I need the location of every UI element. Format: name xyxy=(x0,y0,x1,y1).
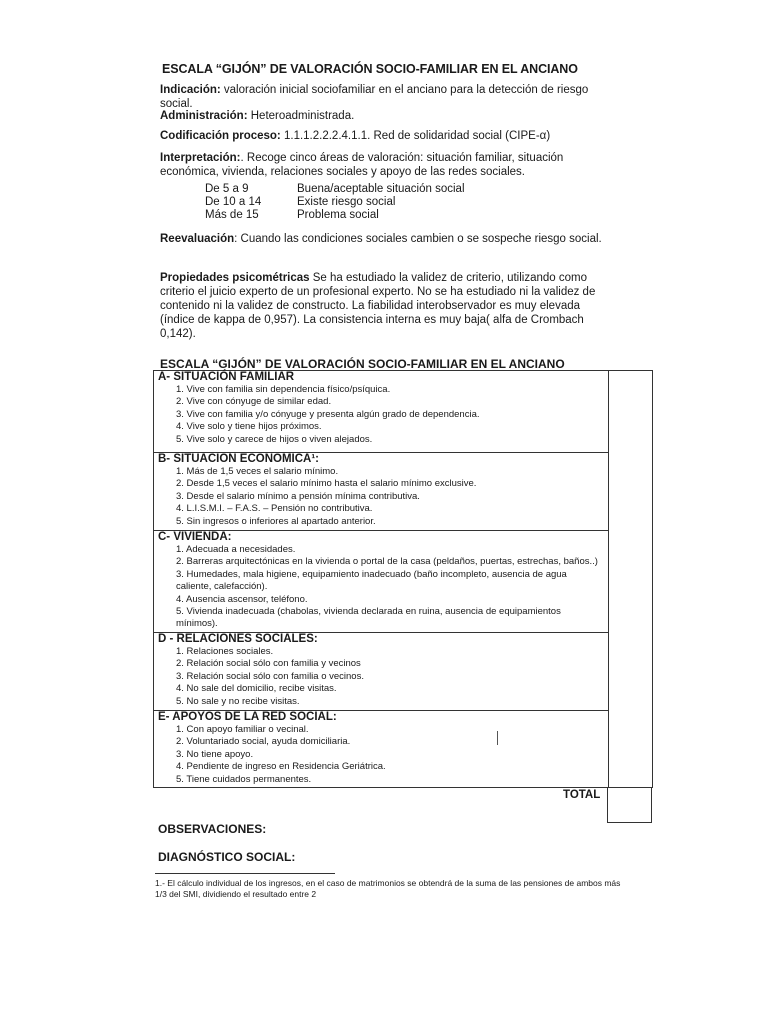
section-title: C- VIVIENDA: xyxy=(158,531,232,543)
codificacion-label: Codificación proceso: xyxy=(160,130,281,142)
list-item: 5. No sale y no recibe visitas. xyxy=(176,695,300,707)
section-apoyos-red-social xyxy=(154,710,608,786)
section-vivienda xyxy=(154,530,608,631)
list-item: 3. No tiene apoyo. xyxy=(176,748,254,760)
section-relaciones-sociales xyxy=(154,632,608,708)
section-situacion-familiar xyxy=(154,371,608,446)
scale-table xyxy=(153,370,653,788)
list-item: 4. Vive solo y tiene hijos próximos. xyxy=(176,421,322,433)
list-item: 2. Desde 1,5 veces el salario mínimo hasta el salario mínimo exclusive. xyxy=(176,478,477,490)
list-item: 5. Tiene cuidados permanentes. xyxy=(176,773,312,785)
codificacion-text: 1.1.1.2.2.2.4.1.1. Red de solidaridad social (CIPE-α) xyxy=(280,130,551,142)
list-item: 5. Vive solo y carece de hijos o viven alejados. xyxy=(176,433,373,445)
list-item: 1. Relaciones sociales. xyxy=(176,646,274,657)
interpretation-range-2: De 10 a 14 xyxy=(205,196,262,208)
interpretation-desc-2: Existe riesgo social xyxy=(297,196,396,208)
list-item: 5. Sin ingresos o inferiores al apartado anterior. xyxy=(176,515,376,527)
observaciones-label: OBSERVACIONES: xyxy=(158,822,267,836)
total-label: TOTAL xyxy=(563,789,601,801)
interpretation-range-3: Más de 15 xyxy=(205,209,259,221)
list-item: 3. Relación social sólo con familia o vecinos. xyxy=(176,670,364,682)
diagnostico-label: DIAGNÓSTICO SOCIAL: xyxy=(158,850,296,864)
administracion-line xyxy=(160,109,610,123)
administracion-label: Administración: xyxy=(160,110,248,122)
interpretation-range-1: De 5 a 9 xyxy=(205,183,249,195)
list-item: 2. Vive con cónyuge de similar edad. xyxy=(176,396,332,408)
list-item: 2. Voluntariado social, ayuda domiciliaria. xyxy=(176,736,351,748)
indicacion-line xyxy=(160,83,610,111)
administracion-text: Heteroadministrada. xyxy=(247,110,355,122)
total-score-box xyxy=(607,788,652,823)
section-situacion-economica xyxy=(154,452,608,528)
propiedades-paragraph xyxy=(160,271,605,341)
section-title: A- SITUACIÓN FAMILIAR xyxy=(158,371,295,383)
reevaluacion-label: Reevaluación xyxy=(160,233,235,245)
codificacion-line xyxy=(160,129,610,143)
section-title: E- APOYOS DE LA RED SOCIAL: xyxy=(158,711,337,723)
propiedades-text: Se ha estudiado la validez de criterio, utilizando como criterio el juicio experto de un profesional experto. No se ha estudiado ni la validez de contenido ni la validez de constructo. La fiabilidad interobservador es muy elevada (índice de kappa de 0,957). La consistencia interna es muy baja( alfa de Crombach 0,142). xyxy=(160,272,596,340)
interpretacion-label: Interpretación: xyxy=(160,152,241,164)
interpretacion-line xyxy=(160,151,610,179)
list-item: 5. Vivienda inadecuada (chabolas, vivienda declarada en ruina, ausencia de equipamientos mínimos). xyxy=(176,606,561,630)
footnote: 1.- El cálculo individual de los ingresos, en el caso de matrimonios se obtendrá de la suma de las pensiones de ambos más 1/3 del SMI, dividiendo el resultado entre 2 xyxy=(155,878,621,899)
list-item: 1. Más de 1,5 veces el salario mínimo. xyxy=(176,466,339,477)
interpretation-desc-1: Buena/aceptable situación social xyxy=(297,183,465,195)
list-item: 2. Barreras arquitectónicas en la vivienda o portal de la casa (peldaños, puertas, estrechas, baños..) xyxy=(176,556,598,568)
section-title: D - RELACIONES SOCIALES: xyxy=(158,633,318,645)
section-title: B- SITUACION ECONOMICA¹: xyxy=(158,453,319,465)
list-item: 4. L.I.S.M.I. – F.A.S. – Pensión no contributiva. xyxy=(176,503,373,515)
list-item: 3. Desde el salario mínimo a pensión mínima contributiva. xyxy=(176,490,420,502)
list-item: 3. Humedades, mala higiene, equipamiento inadecuado (baño incompleto, ausencia de agua caliente, calefacción). xyxy=(176,568,567,593)
indicacion-label: Indicación: xyxy=(160,84,221,96)
document-title: ESCALA “GIJÓN” DE VALORACIÓN SOCIO-FAMILIAR EN EL ANCIANO xyxy=(162,62,578,76)
list-item: 4. Ausencia ascensor, teléfono. xyxy=(176,593,308,605)
interpretation-desc-3: Problema social xyxy=(297,209,379,221)
list-item: 1. Vive con familia sin dependencia físico/psíquica. xyxy=(176,384,391,395)
list-item: 1. Con apoyo familiar o vecinal. xyxy=(176,724,309,735)
reevaluacion-text: : Cuando las condiciones sociales cambien o se sospeche riesgo social. xyxy=(234,233,602,245)
score-column-divider xyxy=(608,371,609,787)
list-item: 4. Pendiente de ingreso en Residencia Geriátrica. xyxy=(176,761,386,773)
pen-mark xyxy=(497,731,498,745)
interpretacion-text: . Recoge cinco áreas de valoración: situación familiar, situación económica, vivienda, relaciones sociales y apoyo de las redes sociales. xyxy=(160,152,564,178)
scale-title: ESCALA “GIJÓN” DE VALORACIÓN SOCIO-FAMILIAR EN EL ANCIANO xyxy=(160,357,565,371)
indicacion-text: valoración inicial sociofamiliar en el anciano para la detección de riesgo social. xyxy=(160,84,589,110)
list-item: 2. Relación social sólo con familia y vecinos xyxy=(176,658,361,670)
footnote-divider xyxy=(155,873,335,874)
list-item: 4. No sale del domicilio, recibe visitas. xyxy=(176,683,337,695)
list-item: 1. Adecuada a necesidades. xyxy=(176,544,296,555)
list-item: 3. Vive con familia y/o cónyuge y presenta algún grado de dependencia. xyxy=(176,408,480,420)
reevaluacion-line xyxy=(160,232,610,246)
propiedades-label: Propiedades psicométricas xyxy=(160,272,310,284)
